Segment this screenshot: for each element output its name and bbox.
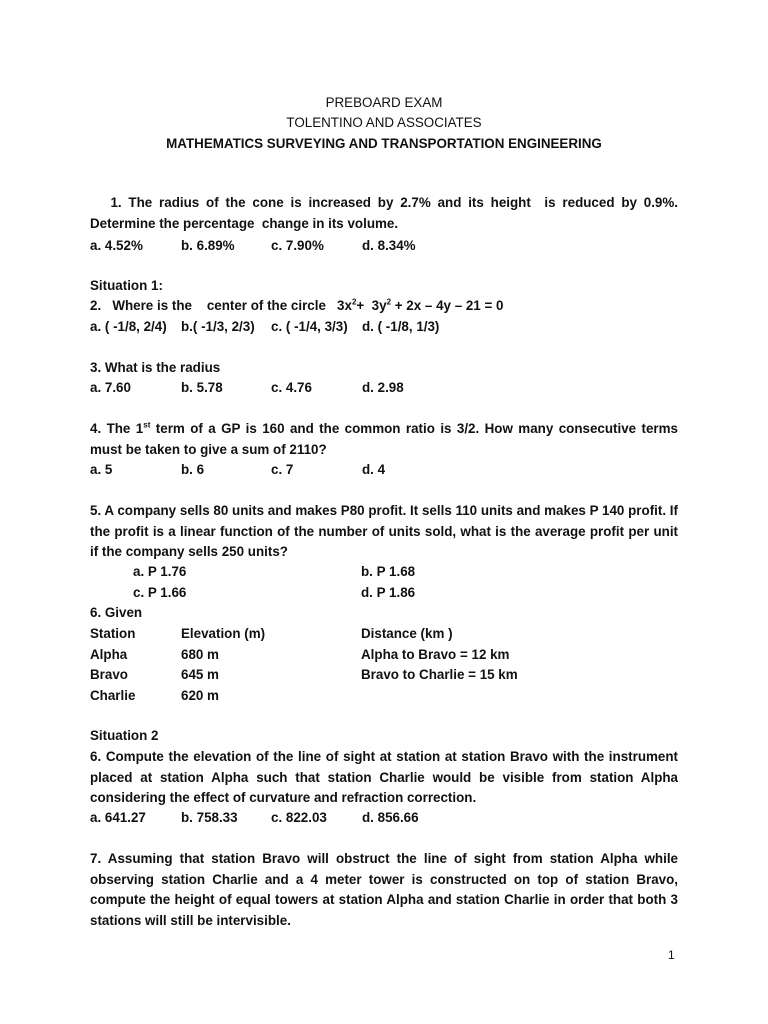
question-6-text: 6. Compute the elevation of the line of sight at station at station Bravo with the instrument placed at station Alpha such that station Charlie would be visible from station Alpha considering the effect of curvature and refraction correction. xyxy=(90,749,678,805)
question-1-text: 1. The radius of the cone is increased by 2.7% and its height is reduced by 0.9%. Determine the percentage change in its volume. xyxy=(90,195,686,231)
choice-b: b.( -1/3, 2/3) xyxy=(181,319,255,334)
station-elevation: 620 m xyxy=(181,687,219,703)
question-2-text: 2. Where is the center of the circle $3x^2+ 3y^2 + 2x - 4y - 21 = 0$ xyxy=(90,297,504,313)
choice-d: d. P 1.86 xyxy=(361,584,416,600)
choice-a: a. 5 xyxy=(90,462,113,477)
table-row xyxy=(90,686,678,707)
choice-d: d. ( -1/8, 1/3) xyxy=(362,319,440,334)
station-name: Bravo xyxy=(90,667,128,682)
question-6-choices xyxy=(90,808,678,829)
choice-c: c. P 1.66 xyxy=(133,584,187,600)
table-row xyxy=(90,645,678,666)
choice-a: a. ( -1/8, 2/4) xyxy=(90,319,167,334)
given-header-row xyxy=(90,624,678,645)
question-1-choices xyxy=(90,236,678,257)
situation-2-label: Situation 2 xyxy=(90,728,159,743)
header-distance: Distance (km ) xyxy=(361,626,453,641)
question-3-text: 3. What is the radius xyxy=(90,360,221,375)
page-number: 1 xyxy=(668,948,675,962)
exam-subject: MATHEMATICS SURVEYING AND TRANSPORTATION ENGINEERING xyxy=(166,136,602,151)
header-elevation: Elevation (m) xyxy=(181,626,266,641)
choice-c: c. 4.76 xyxy=(271,380,312,395)
choice-c: c. 7 xyxy=(271,462,294,477)
choice-b: b. 758.33 xyxy=(181,810,238,825)
choice-d: d. 4 xyxy=(362,462,386,477)
station-elevation: 645 m xyxy=(181,667,219,682)
choice-b: b. 6.89% xyxy=(181,238,235,253)
station-distance: Bravo to Charlie = 15 km xyxy=(361,667,518,682)
choice-b: b. 5.78 xyxy=(181,380,223,395)
question-2-choices xyxy=(90,317,678,338)
choice-d: d. 856.66 xyxy=(362,810,419,825)
situation-1-label: Situation 1: xyxy=(90,278,163,293)
choice-d: d. 2.98 xyxy=(362,380,404,395)
station-name: Charlie xyxy=(90,687,136,703)
question-5-choices xyxy=(90,562,678,603)
table-row xyxy=(90,665,678,686)
choice-a: a. 4.52% xyxy=(90,238,143,253)
choice-a: a. 7.60 xyxy=(90,380,131,395)
exam-provider: TOLENTINO AND ASSOCIATES xyxy=(286,115,482,130)
station-name: Alpha xyxy=(90,646,128,662)
given-title: 6. Given xyxy=(90,605,143,620)
choice-a: a. P 1.76 xyxy=(133,564,187,579)
question-3-choices xyxy=(90,378,678,399)
exam-title: PREBOARD EXAM xyxy=(325,95,443,110)
question-4-choices xyxy=(90,460,678,481)
choice-d: d. 8.34% xyxy=(362,238,416,253)
choice-c: c. 822.03 xyxy=(271,810,327,825)
question-4-text: 4. The 1st term of a GP is 160 and the common ratio is 3/2. How many consecutive terms must be taken to give a sum of 2110? xyxy=(90,420,678,457)
choice-b: b. P 1.68 xyxy=(361,564,416,579)
given-table xyxy=(90,624,678,706)
question-5-text: 5. A company sells 80 units and makes P80 profit. It sells 110 units and makes P 140 profit. If the profit is a linear function of the number of units sold, what is the average profit per unit if the company sells 250 units? xyxy=(90,503,678,559)
station-distance: Alpha to Bravo = 12 km xyxy=(361,646,510,662)
choice-a: a. 641.27 xyxy=(90,810,146,825)
choice-c: c. ( -1/4, 3/3) xyxy=(271,319,348,334)
question-7-text: 7. Assuming that station Bravo will obstruct the line of sight from station Alpha while observing station Charlie and a 4 meter tower is constructed on top of station Bravo, compute the height of equal towers at station Alpha and station Charlie in order that both 3 stations will still be intervisible. xyxy=(90,851,678,928)
station-elevation: 680 m xyxy=(181,646,219,662)
header-station: Station xyxy=(90,626,136,641)
choice-c: c. 7.90% xyxy=(271,238,324,253)
choice-b: b. 6 xyxy=(181,462,205,477)
